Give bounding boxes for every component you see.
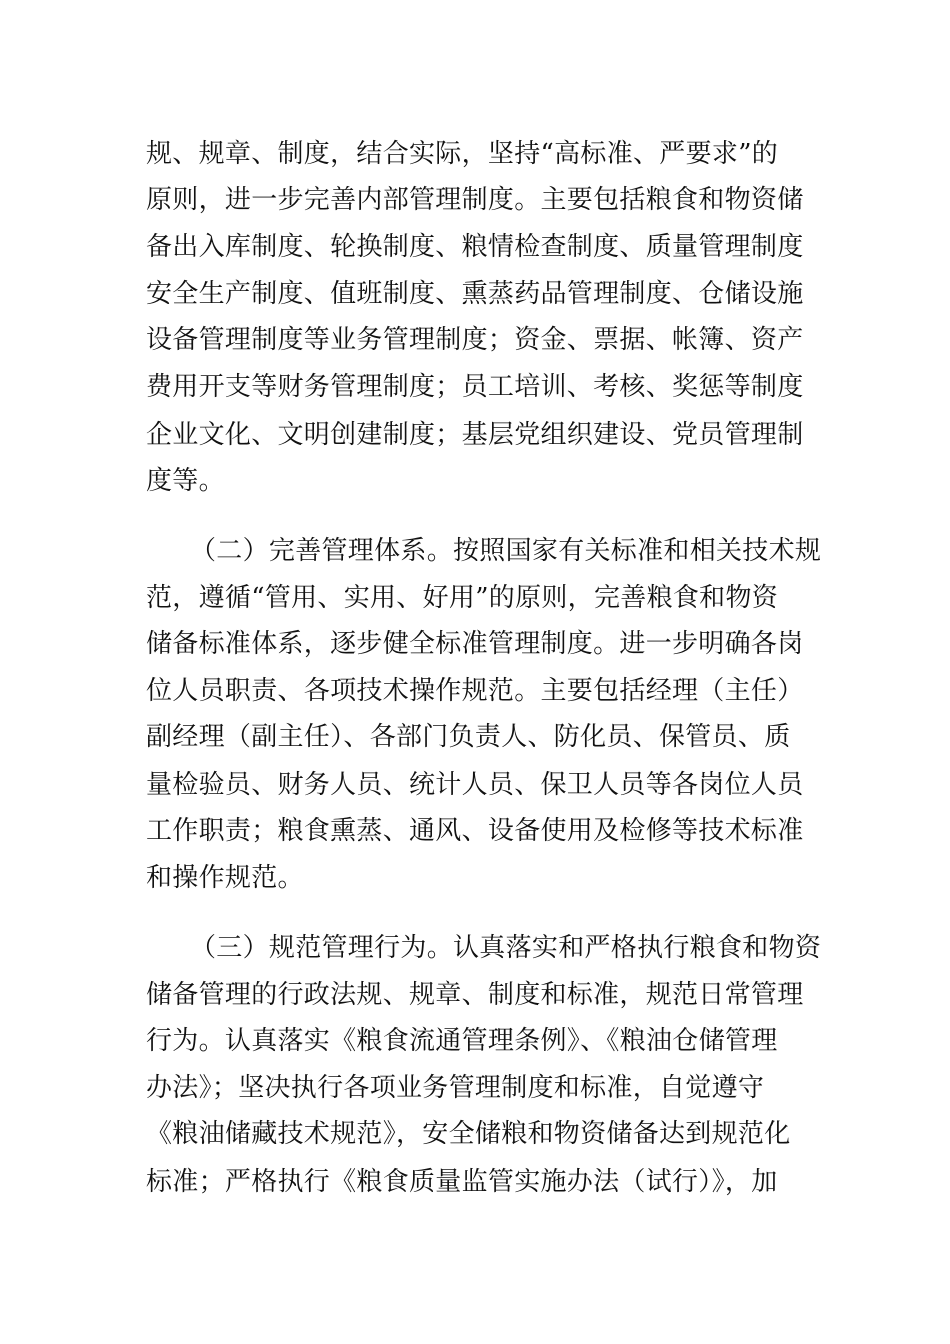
text-line: 费用开支等财务管理制度；员工培训、考核、奖惩等制度 bbox=[146, 372, 804, 402]
section-heading-line: （三）规范管理行为。认真落实和严格执行粮食和物资 bbox=[190, 933, 822, 963]
text-line: 副经理（副主任）、各部门负责人、防化员、保管员、质 bbox=[146, 722, 791, 752]
text-line: 企业文化、文明创建制度；基层党组织建设、党员管理制 bbox=[146, 420, 804, 450]
text-line: 行为。认真落实《粮食流通管理条例》、《粮油仓储管理 bbox=[146, 1026, 778, 1056]
section-heading-line: （二）完善管理体系。按照国家有关标准和相关技术规 bbox=[190, 536, 822, 566]
text-line: 原则，进一步完善内部管理制度。主要包括粮食和物资储 bbox=[146, 185, 804, 215]
text-line: 备出入库制度、轮换制度、粮情检查制度、质量管理制度 bbox=[146, 232, 804, 262]
text-line: 设备管理制度等业务管理制度；资金、票据、帐簿、资产 bbox=[146, 325, 804, 355]
text-line: 《粮油储藏技术规范》，安全储粮和物资储备达到规范化 bbox=[146, 1119, 791, 1149]
text-line: 办法》；坚决执行各项业务管理制度和标准，自觉遵守 bbox=[146, 1073, 765, 1103]
text-line: 标准；严格执行《粮食质量监管实施办法（试行）》，加 bbox=[146, 1167, 778, 1197]
text-line: 储备标准体系，逐步健全标准管理制度。进一步明确各岗 bbox=[146, 629, 804, 659]
text-line: 安全生产制度、值班制度、熏蒸药品管理制度、仓储设施 bbox=[146, 279, 804, 309]
text-line: 规、规章、制度，结合实际，坚持“高标准、严要求”的 bbox=[146, 139, 779, 169]
text-line: 储备管理的行政法规、规章、制度和标准，规范日常管理 bbox=[146, 980, 804, 1010]
text-line: 范，遵循“管用、实用、好用”的原则，完善粮食和物资 bbox=[146, 583, 779, 613]
text-line: 工作职责；粮食熏蒸、通风、设备使用及检修等技术标准 bbox=[146, 816, 804, 846]
text-line: 和操作规范。 bbox=[146, 863, 304, 893]
text-line: 量检验员、财务人员、统计人员、保卫人员等各岗位人员 bbox=[146, 770, 804, 800]
text-line: 位人员职责、各项技术操作规范。主要包括经理（主任） bbox=[146, 676, 804, 706]
text-line: 度等。 bbox=[146, 466, 225, 496]
